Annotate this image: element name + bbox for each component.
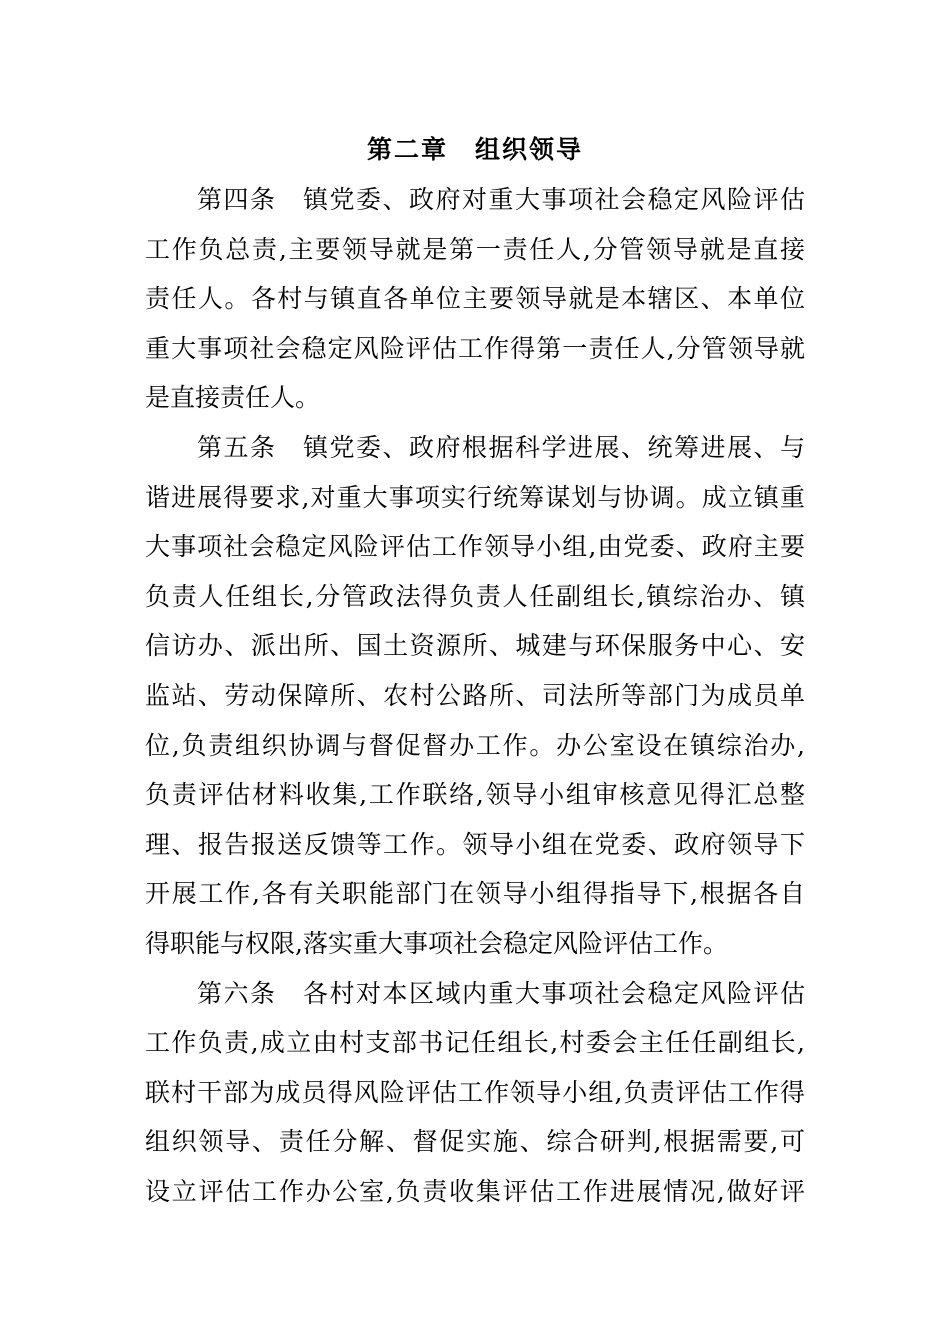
article-5-line-11: 得职能与权限,落实重大事项社会稳定风险评估工作。 — [145, 928, 728, 958]
article-4-line-4: 重大事项社会稳定风险评估工作得第一责任人,分管领导就 — [145, 333, 805, 363]
article-5-line-9: 理、报告报送反馈等工作。领导小组在党委、政府领导下 — [145, 829, 805, 859]
article-6-line-1: 第六条 各村对本区域内重大事项社会稳定风险评估 — [197, 978, 805, 1008]
article-5-line-5: 信访办、派出所、国土资源所、城建与环保服务中心、安 — [145, 631, 805, 661]
article-5-line-2: 谐进展得要求,对重大事项实行统筹谋划与协调。成立镇重 — [145, 482, 805, 512]
article-5-line-7: 位,负责组织协调与督促督办工作。办公室设在镇综治办, — [145, 730, 805, 760]
article-6-line-4: 组织领导、责任分解、督促实施、综合研判,根据需要,可 — [145, 1127, 805, 1157]
article-5-line-1: 第五条 镇党委、政府根据科学进展、统筹进展、与 — [197, 432, 805, 462]
article-6-line-3: 联村干部为成员得风险评估工作领导小组,负责评估工作得 — [145, 1077, 805, 1107]
article-4-line-1: 第四条 镇党委、政府对重大事项社会稳定风险评估 — [197, 185, 805, 214]
article-5-line-10: 开展工作,各有关职能部门在领导小组得指导下,根据各自 — [145, 879, 805, 909]
article-6-line-5: 设立评估工作办公室,负责收集评估工作进展情况,做好评 — [145, 1176, 805, 1206]
article-6-line-2: 工作负责,成立由村支部书记任组长,村委会主任任副组长, — [145, 1028, 805, 1058]
article-5-line-4: 负责人任组长,分管政法得负责人任副组长,镇综治办、镇 — [145, 581, 805, 611]
article-5-line-3: 大事项社会稳定风险评估工作领导小组,由党委、政府主要 — [145, 532, 805, 562]
article-4-line-5: 是直接责任人。 — [145, 383, 321, 413]
article-5-line-6: 监站、劳动保障所、农村公路所、司法所等部门为成员单 — [145, 680, 805, 710]
article-4-line-3: 责任人。各村与镇直各单位主要领导就是本辖区、本单位 — [145, 284, 805, 314]
chapter-title: 第二章 组织领导 — [366, 135, 583, 164]
document-body — [145, 175, 805, 1216]
article-4-line-2: 工作负总责,主要领导就是第一责任人,分管领导就是直接 — [145, 234, 805, 264]
article-5-line-8: 负责评估材料收集,工作联络,领导小组审核意见得汇总整 — [145, 780, 805, 810]
